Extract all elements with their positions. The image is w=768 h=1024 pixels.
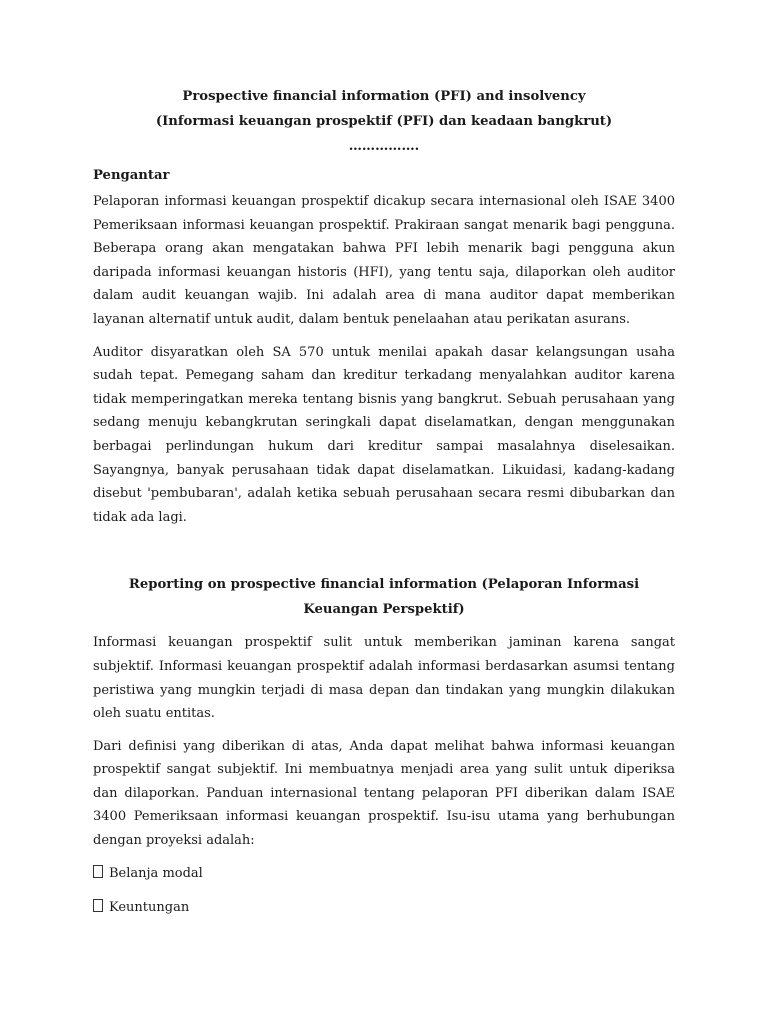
bullet-text: Belanja modal (109, 865, 203, 881)
bullet-text: Keuntungan (109, 900, 190, 916)
checkbox-glyph-icon (93, 865, 103, 878)
section-2-title: Reporting on prospective financial information (Pelaporan Informasi Keuangan Perspektif) (128, 577, 640, 618)
title-dots: ……………. (348, 139, 420, 154)
bullet-item (93, 862, 675, 886)
checkbox-glyph-icon (93, 899, 103, 912)
document-title-indonesian: (Informasi keuangan prospektif (PFI) dan keadaan bangkrut) (155, 114, 613, 129)
document-page (93, 84, 675, 931)
paragraph-3: Informasi keuangan prospektif sulit untuk memberikan jaminan karena sangat subjektif. Informasi keuangan prospektif adalah informasi berdasarkan asumsi tentang peristiwa yang mungkin terjadi di masa depan dan tindakan yang mungkin dilakukan oleh suatu entitas. (93, 635, 675, 722)
intro-heading: Pengantar (93, 168, 170, 183)
paragraph-4: Dari definisi yang diberikan di atas, Anda dapat melihat bahwa informasi keuangan prospektif sangat subjektif. Ini membuatnya menjadi area yang sulit untuk diperiksa dan dilaporkan. Panduan internasional tentang pelaporan PFI diberikan dalam ISAE 3400 Pemeriksaan informasi keuangan prospektif. Isu-isu utama yang berhubungan dengan proyeksi adalah: (93, 738, 675, 849)
paragraph-1: Pelaporan informasi keuangan prospektif dicakup secara internasional oleh ISAE 3400 Pemeriksaan informasi keuangan prospektif. Prakiraan sangat menarik bagi pengguna. Beberapa orang akan mengatakan bahwa PFI lebih menarik bagi pengguna akun daripada informasi keuangan historis (HFI), yang tentu saja, dilaporkan oleh auditor dalam audit keuangan wajib. Ini adalah area di mana auditor dapat memberikan layanan alternatif untuk audit, dalam bentuk penelaahan atau perikatan asurans. (93, 194, 675, 327)
paragraph-2: Auditor disyaratkan oleh SA 570 untuk menilai apakah dasar kelangsungan usaha sudah tepat. Pemegang saham dan kreditur terkadang menyalahkan auditor karena tidak memperingatkan mereka tentang bisnis yang bangkrut. Sebuah perusahaan yang sedang menuju kebangkrutan seringkali dapat diselamatkan, dengan menggunakan berbagai perlindungan hukum dari kreditur sampai masalahnya diselesaikan. Sayangnya, banyak perusahaan tidak dapat diselamatkan. Likuidasi, kadang-kadang disebut 'pembubaran', adalah ketika sebuah perusahaan secara resmi dibubarkan dan tidak ada lagi. (93, 344, 675, 525)
document-title-english: Prospective financial information (PFI) and insolvency (182, 89, 586, 104)
bullet-item (93, 896, 675, 920)
